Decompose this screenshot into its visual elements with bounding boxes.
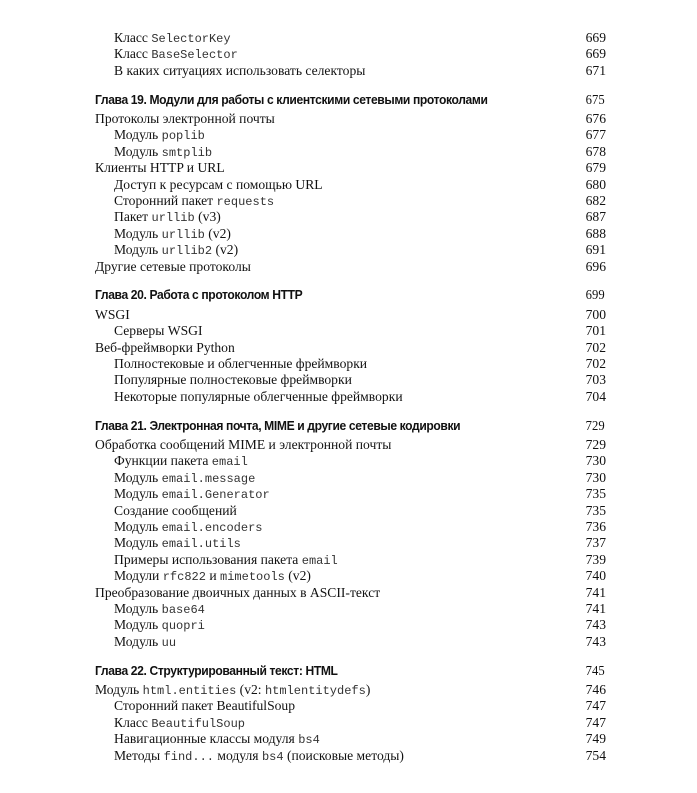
code-text: base64	[161, 603, 205, 617]
entry-title	[95, 323, 203, 338]
entry-title	[95, 144, 212, 159]
toc-entry[interactable]	[95, 486, 606, 502]
toc-entry[interactable]	[95, 748, 606, 764]
chapter-title: Глава 19. Модули для работы с клиентскими сетевыми протоколами	[95, 91, 488, 107]
entry-title	[95, 617, 205, 632]
page-number: 735	[585, 502, 606, 518]
page-number: 687	[585, 209, 606, 225]
toc-entry[interactable]	[95, 389, 606, 405]
entry-text: (v2)	[212, 242, 239, 258]
toc-entry[interactable]	[95, 453, 606, 469]
entry-title	[95, 63, 365, 78]
entry-text: Модуль	[114, 469, 162, 485]
entry-text: Пакет	[114, 209, 152, 225]
entry-text: Модули	[114, 568, 163, 584]
entry-text: Примеры использования пакета	[114, 551, 302, 567]
code-text: email.utils	[161, 537, 241, 552]
entry-text: Методы	[114, 747, 164, 763]
page-number: 700	[585, 306, 606, 322]
page-number: 735	[585, 486, 606, 502]
toc-entry[interactable]	[95, 634, 606, 650]
entry-text: Сторонний пакет	[114, 193, 217, 209]
entry-text: (v2:	[236, 682, 265, 698]
entry-title	[95, 340, 235, 355]
page-number: 696	[585, 258, 606, 274]
code-text: email.encoders	[161, 521, 263, 536]
code-text: html.entities	[142, 684, 237, 699]
chapter-heading[interactable]	[95, 287, 605, 303]
entry-title	[95, 111, 275, 126]
entry-title	[95, 731, 320, 746]
toc-entry[interactable]	[95, 535, 606, 551]
toc-entry[interactable]	[95, 585, 606, 601]
entry-title	[95, 372, 352, 387]
page-number: 677	[585, 127, 606, 143]
entry-text: Клиенты HTTP и URL	[95, 160, 225, 176]
entry-title	[95, 601, 205, 616]
code-text: email	[301, 553, 338, 568]
code-text: uu	[161, 635, 177, 650]
page-number: 754	[585, 747, 606, 763]
toc-entry[interactable]	[95, 356, 606, 372]
entry-title	[95, 634, 176, 649]
entry-title	[95, 437, 391, 452]
toc-entry[interactable]	[95, 731, 606, 747]
entry-text: Модуль	[114, 519, 162, 535]
entry-title	[95, 46, 238, 61]
entry-title	[95, 307, 130, 322]
code-text: email	[211, 455, 248, 470]
entry-title	[95, 535, 241, 550]
code-text: quopri	[161, 619, 205, 634]
code-text: poplib	[161, 129, 205, 144]
entry-text: Создание сообщений	[114, 502, 237, 518]
page-number: 736	[585, 519, 606, 535]
chapter-title: Глава 20. Работа с протоколом HTTP	[95, 287, 303, 303]
entry-text: Модуль	[114, 225, 162, 241]
toc-entry[interactable]	[95, 160, 606, 176]
code-text: bs4	[298, 733, 320, 748]
entry-text: Модуль	[114, 633, 162, 649]
page-number: 743	[585, 617, 606, 633]
entry-title	[95, 177, 323, 192]
toc-entry[interactable]	[95, 30, 606, 46]
page-number: 679	[585, 160, 606, 176]
toc-entry[interactable]	[95, 259, 606, 275]
entry-text: Модуль	[114, 127, 162, 143]
toc-entry[interactable]	[95, 470, 606, 486]
entry-title	[95, 698, 295, 713]
chapter-title: Глава 22. Структурированный текст: HTML	[95, 662, 338, 678]
chapter-title: Глава 21. Электронная почта, MIME и другие сетевые кодировки	[95, 417, 461, 433]
chapter-heading[interactable]	[95, 662, 605, 679]
toc-entry[interactable]	[95, 503, 606, 519]
page-number: 676	[585, 111, 606, 127]
entry-text: Некоторые популярные облегченные фреймворки	[114, 388, 403, 404]
entry-text: Протоколы электронной почты	[95, 111, 275, 127]
entry-text: (v2)	[204, 225, 231, 241]
page-number: 746	[585, 682, 606, 698]
page-number: 741	[585, 584, 606, 600]
toc-entry[interactable]	[95, 698, 606, 714]
code-text: email.Generator	[161, 488, 270, 503]
entry-text: Класс	[114, 714, 152, 730]
entry-text: Класс	[114, 46, 152, 62]
page-number: 669	[585, 46, 606, 62]
entry-title	[95, 259, 251, 274]
page-number: 739	[585, 551, 606, 567]
code-text: BeautifulSoup	[151, 716, 245, 731]
entry-text: Функции пакета	[114, 453, 212, 469]
page-number: 747	[585, 714, 606, 730]
page-number: 671	[585, 62, 606, 78]
entry-title	[95, 226, 231, 241]
entry-text: Популярные полностековые фреймворки	[114, 372, 352, 388]
page-number: 675	[585, 91, 605, 107]
page-number: 702	[585, 356, 606, 372]
code-text: urllib2	[161, 244, 213, 259]
code-text: requests	[216, 195, 275, 210]
entry-title	[95, 486, 270, 501]
entry-title	[95, 585, 380, 600]
page-number: 730	[585, 469, 606, 485]
toc-entry[interactable]	[95, 568, 606, 584]
page-number: 747	[585, 698, 606, 714]
entry-text: и	[205, 568, 221, 584]
entry-title	[95, 552, 338, 567]
entry-title	[95, 519, 262, 534]
page-number: 741	[585, 601, 606, 616]
toc-entry[interactable]	[95, 111, 606, 127]
code-text: bs4	[261, 749, 284, 764]
toc-entry[interactable]	[95, 323, 606, 339]
toc-entry[interactable]	[95, 307, 606, 323]
toc-entry[interactable]	[95, 715, 606, 731]
code-text: urllib	[151, 211, 195, 226]
toc-entry[interactable]	[95, 372, 606, 388]
entry-text: Полностековые и облегченные фреймворки	[114, 356, 368, 372]
entry-title	[95, 470, 255, 485]
entry-text: Преобразование двоичных данных в ASCII-текст	[95, 584, 381, 600]
entry-text: Модуль	[114, 242, 162, 258]
page-number: 699	[585, 287, 605, 303]
entry-text: (v3)	[194, 209, 221, 225]
toc-entry[interactable]	[95, 177, 606, 193]
entry-text: (v2)	[284, 568, 311, 584]
entry-title	[95, 127, 205, 142]
entry-text: модуля	[213, 747, 262, 763]
code-text: SelectorKey	[151, 32, 231, 46]
code-text: urllib	[161, 227, 205, 242]
toc-entry[interactable]	[95, 193, 606, 209]
entry-text: Доступ к ресурсам с помощью URL	[114, 176, 323, 192]
page-number: 702	[585, 339, 606, 355]
code-text: rfc822	[162, 570, 206, 585]
page-number: 737	[585, 535, 606, 551]
entry-text: Серверы WSGI	[114, 323, 203, 339]
toc-entry[interactable]	[95, 127, 606, 143]
entry-text: Сторонний пакет BeautifulSoup	[114, 698, 296, 714]
entry-text: WSGI	[95, 306, 130, 322]
entry-text: Модуль	[114, 143, 162, 159]
page-number: 704	[585, 388, 606, 404]
entry-text: Другие сетевые протоколы	[95, 258, 251, 274]
toc-entry[interactable]	[95, 242, 606, 258]
entry-title	[95, 209, 221, 224]
page-number: 680	[585, 176, 606, 192]
entry-title	[95, 503, 237, 518]
code-text: find...	[163, 749, 214, 764]
page-number: 691	[585, 242, 606, 258]
page-number: 740	[585, 568, 606, 584]
page-number: 701	[585, 323, 606, 339]
page-number: 745	[585, 662, 605, 678]
entry-text: Модуль	[95, 682, 143, 698]
entry-text: В каких ситуациях использовать селекторы	[114, 62, 366, 78]
page-number: 749	[585, 731, 606, 747]
page-number: 703	[585, 372, 606, 388]
entry-text: (поисковые методы)	[283, 747, 404, 763]
entry-text: Обработка сообщений MIME и электронной почты	[95, 437, 392, 453]
entry-text: Класс	[114, 30, 152, 45]
table-of-contents	[95, 30, 606, 764]
entry-text: Навигационные классы модуля	[114, 731, 299, 747]
toc-entry[interactable]	[95, 682, 606, 698]
code-text: email.message	[161, 471, 256, 486]
entry-text: Модуль	[114, 617, 162, 633]
entry-title	[95, 682, 370, 697]
code-text: mimetools	[220, 570, 285, 585]
toc-entry[interactable]	[95, 226, 606, 242]
toc-entry[interactable]	[95, 437, 606, 453]
entry-title	[95, 453, 248, 468]
toc-entry[interactable]	[95, 601, 606, 617]
entry-title	[95, 356, 367, 371]
toc-entry[interactable]	[95, 144, 606, 160]
toc-entry[interactable]	[95, 519, 606, 535]
toc-entry[interactable]	[95, 340, 606, 356]
entry-title	[95, 748, 404, 763]
page-number: 688	[585, 225, 606, 241]
toc-entry[interactable]	[95, 63, 606, 79]
entry-text: Веб-фреймворки Python	[95, 339, 235, 355]
entry-title	[95, 30, 231, 45]
page-number: 729	[585, 437, 606, 453]
entry-text: Модуль	[114, 535, 162, 551]
toc-entry[interactable]	[95, 209, 606, 225]
entry-text: Модуль	[114, 601, 162, 616]
entry-title	[95, 160, 225, 175]
code-text: htmlentitydefs	[264, 684, 366, 699]
entry-text: )	[365, 682, 371, 698]
entry-title	[95, 568, 311, 583]
page-number: 682	[585, 193, 606, 209]
entry-text: Модуль	[114, 486, 162, 502]
toc-entry[interactable]	[95, 552, 606, 568]
chapter-heading[interactable]	[95, 91, 605, 108]
page-number: 729	[585, 417, 605, 433]
entry-title	[95, 715, 245, 730]
toc-entry[interactable]	[95, 617, 606, 633]
code-text: BaseSelector	[151, 48, 238, 63]
chapter-heading[interactable]	[95, 417, 605, 434]
toc-entry[interactable]	[95, 46, 606, 62]
page-number: 743	[585, 633, 606, 649]
code-text: smtplib	[161, 145, 213, 160]
page-number: 730	[585, 453, 606, 469]
page-number: 669	[585, 30, 606, 45]
entry-title	[95, 242, 238, 257]
page-number: 678	[585, 143, 606, 159]
entry-title	[95, 389, 403, 404]
entry-title	[95, 193, 274, 208]
